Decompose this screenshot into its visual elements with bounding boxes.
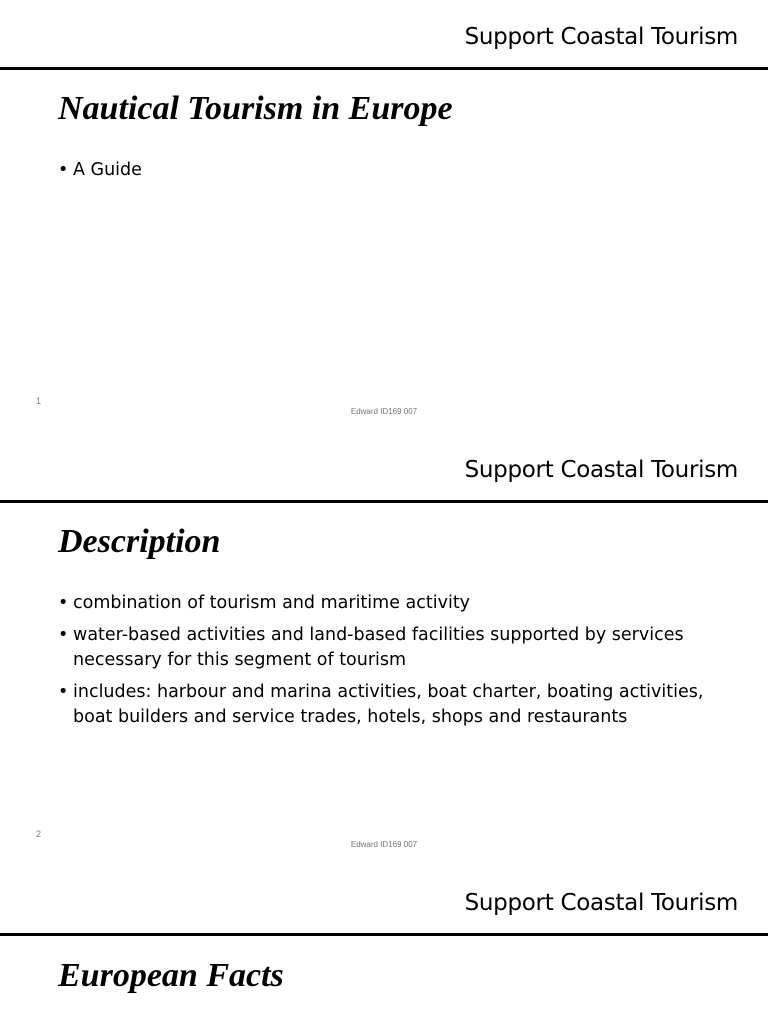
header-divider xyxy=(0,500,768,503)
slide-2 xyxy=(0,433,768,866)
slide-footer: Edward ID169 007 xyxy=(350,840,418,849)
slide-header: Support Coastal Tourism xyxy=(464,24,738,50)
bullet-list xyxy=(58,158,728,190)
bullet-item xyxy=(58,680,728,730)
header-divider xyxy=(0,933,768,936)
bullet-text: A Guide xyxy=(73,160,142,180)
bullet-item xyxy=(58,623,728,673)
bullet-item xyxy=(58,158,728,183)
slide-number: 2 xyxy=(36,829,42,839)
bullet-icon: • xyxy=(58,682,69,702)
header-divider xyxy=(0,67,768,70)
slide-header: Support Coastal Tourism xyxy=(464,890,738,916)
bullet-icon: • xyxy=(58,593,69,613)
slide-3 xyxy=(0,866,768,1024)
bullet-icon: • xyxy=(58,625,69,645)
slide-title: Description xyxy=(58,523,221,560)
slide-number: 1 xyxy=(36,396,42,406)
bullet-text: combination of tourism and maritime activity xyxy=(73,593,471,613)
bullet-icon: • xyxy=(58,160,69,180)
slide-title: Nautical Tourism in Europe xyxy=(58,90,453,127)
bullet-item xyxy=(58,591,728,616)
slide-header: Support Coastal Tourism xyxy=(464,457,738,483)
bullet-list xyxy=(58,591,728,737)
slide-footer: Edward ID169 007 xyxy=(350,407,418,416)
bullet-text: includes: harbour and marina activities, boat charter, boating activities, boat builders and service trades, hotels, shops and restaurants xyxy=(73,682,704,727)
bullet-text: water-based activities and land-based facilities supported by services necessary for this segment of tourism xyxy=(73,625,684,670)
slide-1 xyxy=(0,0,768,433)
slide-title: European Facts xyxy=(58,957,284,994)
